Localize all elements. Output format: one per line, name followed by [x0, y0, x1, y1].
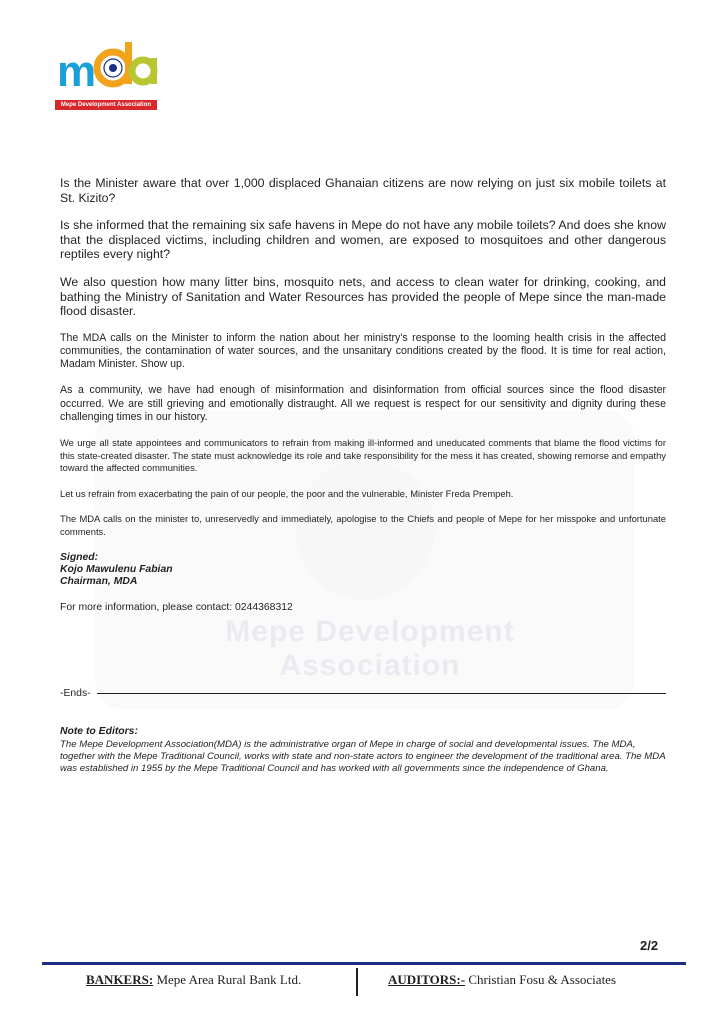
- signature-title: Chairman, MDA: [60, 576, 138, 588]
- note-text: The Mepe Development Association(MDA) is the administrative organ of Mepe in charge of social and developmental issues. The MDA, together with the Mepe Traditional Council, works with state and non-state actors to engineer the development of the traditional area. The MDA was established in 1955 by the Mepe Traditional Council and has worked with all governments since the independence of Ghana.: [60, 738, 666, 774]
- mda-logo-mark: [55, 38, 159, 100]
- footer-bankers: [86, 972, 301, 988]
- logo-letter-m: m: [57, 47, 97, 96]
- logo-caption: Mepe Development Association: [55, 100, 157, 110]
- paragraph-1: Is the Minister aware that over 1,000 displaced Ghanaian citizens are now relying on just six mobile toilets at St. Kizito?: [60, 176, 666, 205]
- note-title: Note to Editors:: [60, 726, 138, 737]
- paragraph-8: The MDA calls on the minister to, unreservedly and immediately, apologise to the Chiefs and people of Mepe for her misspoke and unfortunate comments.: [60, 513, 666, 537]
- paragraph-2: Is she informed that the remaining six safe havens in Mepe do not have any mobile toilets? And does she know that the displaced victims, including children and women, are exposed to mosquitoes and other dangerous reptiles every night?: [60, 218, 666, 262]
- paragraph-6: We urge all state appointees and communicators to refrain from making ill-informed and uneducated comments that blame the flood victims for this state-created disaster. The state must acknowledge its role and take responsibility for the mess it has created, showing remorse and empathy toward the affected communities.: [60, 436, 666, 474]
- ends-rule: [97, 693, 666, 694]
- bankers-value: Mepe Area Rural Bank Ltd.: [153, 972, 302, 987]
- paragraph-5: As a community, we have had enough of misinformation and disinformation from official sources since the flood disaster occurred. We are still grieving and emotionally distraught. All we request is respect for our sensitivity and dignity during these challenging times in our history.: [60, 384, 666, 423]
- footer-auditors: [388, 972, 616, 988]
- logo-seal-center: [109, 64, 117, 72]
- logo-letter-a-stem: [151, 58, 157, 84]
- signature-block: [60, 552, 666, 589]
- contact-line: For more information, please contact: 0244368312: [60, 601, 293, 613]
- auditors-label: AUDITORS:-: [388, 972, 466, 987]
- paragraph-7: Let us refrain from exacerbating the pain of our people, the poor and the vulnerable, Minister Freda Prempeh.: [60, 487, 514, 499]
- paragraph-4: The MDA calls on the Minister to inform the nation about her ministry's response to the looming health crisis in the affected communities, the contamination of water sources, and the unsanitary conditions created by the flood. It is time for real action, Madam Minister. Show up.: [60, 331, 666, 371]
- watermark-text: Mepe Development Association: [225, 615, 515, 682]
- bankers-label: BANKERS:: [86, 972, 154, 987]
- ends-line: [60, 686, 666, 700]
- page-number: 2/2: [640, 938, 659, 953]
- ends-label: -Ends-: [60, 687, 91, 699]
- signature-label: Signed:: [60, 551, 99, 563]
- auditors-value: Christian Fosu & Associates: [465, 972, 617, 987]
- note-to-editors: [60, 726, 670, 775]
- footer-divider: [356, 968, 358, 996]
- mda-logo: [55, 38, 165, 114]
- letter-body: [60, 176, 666, 627]
- logo-letter-a-bowl: [132, 60, 154, 82]
- footer-rule: [42, 962, 686, 965]
- footer: [42, 968, 686, 996]
- signature-name: Kojo Mawulenu Fabian: [60, 563, 173, 575]
- paragraph-3: We also question how many litter bins, mosquito nets, and access to clean water for drinking, cooking, and bathing the Ministry of Sanitation and Water Resources has provided the people of Mepe since the man-made flood disaster.: [60, 274, 666, 319]
